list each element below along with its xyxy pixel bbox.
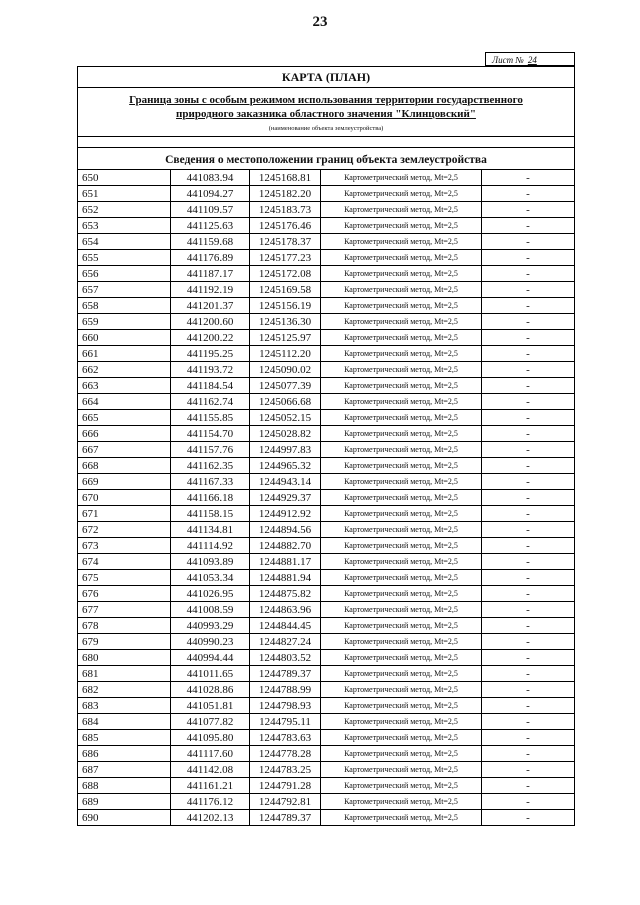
- point-number-cell: 651: [78, 186, 171, 202]
- point-number-cell: 672: [78, 522, 171, 538]
- method-cell: Картометрический метод, Мt=2,5: [321, 474, 482, 490]
- point-number-cell: 673: [78, 538, 171, 554]
- error-cell: -: [482, 746, 575, 762]
- table-row: [78, 474, 575, 490]
- table-row: [78, 618, 575, 634]
- header-spacer-row: [78, 137, 574, 148]
- document-header: [77, 66, 575, 171]
- table-row: [78, 218, 575, 234]
- point-number-cell: 671: [78, 506, 171, 522]
- y-coordinate-cell: 1244788.99: [250, 682, 321, 698]
- y-coordinate-cell: 1244791.28: [250, 778, 321, 794]
- x-coordinate-cell: 441083.94: [171, 170, 250, 186]
- error-cell: -: [482, 650, 575, 666]
- x-coordinate-cell: 441162.74: [171, 394, 250, 410]
- table-row: [78, 170, 575, 186]
- table-row: [78, 522, 575, 538]
- point-number-cell: 668: [78, 458, 171, 474]
- y-coordinate-cell: 1245090.02: [250, 362, 321, 378]
- table-row: [78, 490, 575, 506]
- x-coordinate-cell: 441093.89: [171, 554, 250, 570]
- point-number-cell: 654: [78, 234, 171, 250]
- table-row: [78, 810, 575, 826]
- method-cell: Картометрический метод, Мt=2,5: [321, 202, 482, 218]
- table-row: [78, 458, 575, 474]
- method-cell: Картометрический метод, Мt=2,5: [321, 794, 482, 810]
- x-coordinate-cell: 441011.65: [171, 666, 250, 682]
- x-coordinate-cell: 441114.92: [171, 538, 250, 554]
- y-coordinate-cell: 1244943.14: [250, 474, 321, 490]
- point-number-cell: 650: [78, 170, 171, 186]
- error-cell: -: [482, 410, 575, 426]
- table-row: [78, 666, 575, 682]
- method-cell: Картометрический метод, Мt=2,5: [321, 666, 482, 682]
- y-coordinate-cell: 1244798.93: [250, 698, 321, 714]
- point-number-cell: 659: [78, 314, 171, 330]
- x-coordinate-cell: 441187.17: [171, 266, 250, 282]
- point-number-cell: 689: [78, 794, 171, 810]
- point-number-cell: 679: [78, 634, 171, 650]
- x-coordinate-cell: 441166.18: [171, 490, 250, 506]
- error-cell: -: [482, 282, 575, 298]
- y-coordinate-cell: 1244863.96: [250, 602, 321, 618]
- error-cell: -: [482, 682, 575, 698]
- method-cell: Картометрический метод, Мt=2,5: [321, 442, 482, 458]
- error-cell: -: [482, 810, 575, 826]
- error-cell: -: [482, 602, 575, 618]
- table-row: [78, 266, 575, 282]
- method-cell: Картометрический метод, Мt=2,5: [321, 362, 482, 378]
- y-coordinate-cell: 1244875.82: [250, 586, 321, 602]
- error-cell: -: [482, 554, 575, 570]
- method-cell: Картометрический метод, Мt=2,5: [321, 378, 482, 394]
- point-number-cell: 665: [78, 410, 171, 426]
- y-coordinate-cell: 1244789.37: [250, 810, 321, 826]
- error-cell: -: [482, 234, 575, 250]
- point-number-cell: 662: [78, 362, 171, 378]
- table-row: [78, 186, 575, 202]
- x-coordinate-cell: 441117.60: [171, 746, 250, 762]
- y-coordinate-cell: 1244778.28: [250, 746, 321, 762]
- error-cell: -: [482, 218, 575, 234]
- error-cell: -: [482, 666, 575, 682]
- x-coordinate-cell: 441167.33: [171, 474, 250, 490]
- table-row: [78, 714, 575, 730]
- method-cell: Картометрический метод, Мt=2,5: [321, 298, 482, 314]
- table-row: [78, 394, 575, 410]
- point-number-cell: 661: [78, 346, 171, 362]
- y-coordinate-cell: 1245028.82: [250, 426, 321, 442]
- y-coordinate-cell: 1245178.37: [250, 234, 321, 250]
- error-cell: -: [482, 426, 575, 442]
- method-cell: Картометрический метод, Мt=2,5: [321, 650, 482, 666]
- error-cell: -: [482, 266, 575, 282]
- point-number-cell: 667: [78, 442, 171, 458]
- section-title: Сведения о местоположении границ объекта землеустройства: [165, 154, 487, 166]
- x-coordinate-cell: 441184.54: [171, 378, 250, 394]
- table-row: [78, 554, 575, 570]
- x-coordinate-cell: 441158.15: [171, 506, 250, 522]
- table-row: [78, 538, 575, 554]
- error-cell: -: [482, 298, 575, 314]
- method-cell: Картометрический метод, Мt=2,5: [321, 234, 482, 250]
- table-row: [78, 506, 575, 522]
- y-coordinate-cell: 1244844.45: [250, 618, 321, 634]
- method-cell: Картометрический метод, Мt=2,5: [321, 314, 482, 330]
- point-number-cell: 682: [78, 682, 171, 698]
- table-row: [78, 602, 575, 618]
- x-coordinate-cell: 441195.25: [171, 346, 250, 362]
- method-cell: Картометрический метод, Мt=2,5: [321, 266, 482, 282]
- error-cell: -: [482, 522, 575, 538]
- method-cell: Картометрический метод, Мt=2,5: [321, 458, 482, 474]
- y-coordinate-cell: 1245112.20: [250, 346, 321, 362]
- table-row: [78, 682, 575, 698]
- error-cell: -: [482, 394, 575, 410]
- error-cell: -: [482, 762, 575, 778]
- table-row: [78, 586, 575, 602]
- x-coordinate-cell: 441192.19: [171, 282, 250, 298]
- table-row: [78, 570, 575, 586]
- method-cell: Картометрический метод, Мt=2,5: [321, 698, 482, 714]
- x-coordinate-cell: 441077.82: [171, 714, 250, 730]
- table-row: [78, 698, 575, 714]
- y-coordinate-cell: 1245136.30: [250, 314, 321, 330]
- x-coordinate-cell: 440994.44: [171, 650, 250, 666]
- object-name-line-1: Граница зоны с особым режимом использования территории государственного: [129, 94, 523, 106]
- x-coordinate-cell: 441095.80: [171, 730, 250, 746]
- method-cell: Картометрический метод, Мt=2,5: [321, 602, 482, 618]
- y-coordinate-cell: 1245052.15: [250, 410, 321, 426]
- method-cell: Картометрический метод, Мt=2,5: [321, 410, 482, 426]
- point-number-cell: 677: [78, 602, 171, 618]
- error-cell: -: [482, 362, 575, 378]
- method-cell: Картометрический метод, Мt=2,5: [321, 282, 482, 298]
- object-name-caption: (наименование объекта землеустройства): [78, 124, 574, 137]
- point-number-cell: 658: [78, 298, 171, 314]
- method-cell: Картометрический метод, Мt=2,5: [321, 586, 482, 602]
- method-cell: Картометрический метод, Мt=2,5: [321, 554, 482, 570]
- x-coordinate-cell: 441161.21: [171, 778, 250, 794]
- point-number-cell: 656: [78, 266, 171, 282]
- y-coordinate-cell: 1245156.19: [250, 298, 321, 314]
- point-number-cell: 674: [78, 554, 171, 570]
- y-coordinate-cell: 1244882.70: [250, 538, 321, 554]
- method-cell: Картометрический метод, Мt=2,5: [321, 346, 482, 362]
- point-number-cell: 690: [78, 810, 171, 826]
- error-cell: -: [482, 506, 575, 522]
- table-row: [78, 794, 575, 810]
- x-coordinate-cell: 441051.81: [171, 698, 250, 714]
- y-coordinate-cell: 1245168.81: [250, 170, 321, 186]
- table-row: [78, 746, 575, 762]
- y-coordinate-cell: 1244783.63: [250, 730, 321, 746]
- y-coordinate-cell: 1244997.83: [250, 442, 321, 458]
- point-number-cell: 652: [78, 202, 171, 218]
- method-cell: Картометрический метод, Мt=2,5: [321, 426, 482, 442]
- x-coordinate-cell: 441134.81: [171, 522, 250, 538]
- point-number-cell: 675: [78, 570, 171, 586]
- x-coordinate-cell: 441193.72: [171, 362, 250, 378]
- x-coordinate-cell: 441125.63: [171, 218, 250, 234]
- table-row: [78, 778, 575, 794]
- x-coordinate-cell: 441202.13: [171, 810, 250, 826]
- point-number-cell: 670: [78, 490, 171, 506]
- error-cell: -: [482, 378, 575, 394]
- method-cell: Картометрический метод, Мt=2,5: [321, 538, 482, 554]
- table-row: [78, 282, 575, 298]
- point-number-cell: 660: [78, 330, 171, 346]
- table-row: [78, 650, 575, 666]
- error-cell: -: [482, 186, 575, 202]
- error-cell: -: [482, 314, 575, 330]
- y-coordinate-cell: 1244965.32: [250, 458, 321, 474]
- point-number-cell: 666: [78, 426, 171, 442]
- table-row: [78, 378, 575, 394]
- method-cell: Картометрический метод, Мt=2,5: [321, 186, 482, 202]
- object-name-line-2: природного заказника областного значения "Клинцовский": [176, 108, 476, 120]
- coordinates-table-body: [78, 170, 575, 826]
- y-coordinate-cell: 1244827.24: [250, 634, 321, 650]
- x-coordinate-cell: 441157.76: [171, 442, 250, 458]
- point-number-cell: 686: [78, 746, 171, 762]
- y-coordinate-cell: 1245177.23: [250, 250, 321, 266]
- y-coordinate-cell: 1245125.97: [250, 330, 321, 346]
- method-cell: Картометрический метод, Мt=2,5: [321, 506, 482, 522]
- error-cell: -: [482, 778, 575, 794]
- y-coordinate-cell: 1244792.81: [250, 794, 321, 810]
- sheet-label: Лист №: [492, 55, 524, 65]
- y-coordinate-cell: 1244783.25: [250, 762, 321, 778]
- method-cell: Картометрический метод, Мt=2,5: [321, 730, 482, 746]
- error-cell: -: [482, 570, 575, 586]
- table-row: [78, 634, 575, 650]
- table-row: [78, 362, 575, 378]
- table-row: [78, 410, 575, 426]
- method-cell: Картометрический метод, Мt=2,5: [321, 618, 482, 634]
- coordinates-table: [77, 169, 575, 826]
- x-coordinate-cell: 441109.57: [171, 202, 250, 218]
- method-cell: Картометрический метод, Мt=2,5: [321, 170, 482, 186]
- method-cell: Картометрический метод, Мt=2,5: [321, 218, 482, 234]
- point-number-cell: 663: [78, 378, 171, 394]
- point-number-cell: 669: [78, 474, 171, 490]
- point-number-cell: 680: [78, 650, 171, 666]
- x-coordinate-cell: 441176.12: [171, 794, 250, 810]
- method-cell: Картометрический метод, Мt=2,5: [321, 570, 482, 586]
- y-coordinate-cell: 1245077.39: [250, 378, 321, 394]
- y-coordinate-cell: 1244912.92: [250, 506, 321, 522]
- error-cell: -: [482, 714, 575, 730]
- point-number-cell: 688: [78, 778, 171, 794]
- map-title: КАРТА (ПЛАН): [78, 67, 574, 88]
- x-coordinate-cell: 441026.95: [171, 586, 250, 602]
- method-cell: Картометрический метод, Мt=2,5: [321, 762, 482, 778]
- point-number-cell: 653: [78, 218, 171, 234]
- error-cell: -: [482, 730, 575, 746]
- x-coordinate-cell: 441053.34: [171, 570, 250, 586]
- y-coordinate-cell: 1245183.73: [250, 202, 321, 218]
- table-row: [78, 298, 575, 314]
- sheet-number-box: [485, 52, 575, 66]
- method-cell: Картометрический метод, Мt=2,5: [321, 746, 482, 762]
- method-cell: Картометрический метод, Мt=2,5: [321, 714, 482, 730]
- table-row: [78, 442, 575, 458]
- method-cell: Картометрический метод, Мt=2,5: [321, 778, 482, 794]
- x-coordinate-cell: 441154.70: [171, 426, 250, 442]
- error-cell: -: [482, 794, 575, 810]
- error-cell: -: [482, 250, 575, 266]
- table-row: [78, 730, 575, 746]
- method-cell: Картометрический метод, Мt=2,5: [321, 490, 482, 506]
- x-coordinate-cell: 441162.35: [171, 458, 250, 474]
- error-cell: -: [482, 458, 575, 474]
- y-coordinate-cell: 1244894.56: [250, 522, 321, 538]
- method-cell: Картометрический метод, Мt=2,5: [321, 330, 482, 346]
- y-coordinate-cell: 1244929.37: [250, 490, 321, 506]
- point-number-cell: 681: [78, 666, 171, 682]
- x-coordinate-cell: 441008.59: [171, 602, 250, 618]
- y-coordinate-cell: 1245169.58: [250, 282, 321, 298]
- y-coordinate-cell: 1244881.94: [250, 570, 321, 586]
- error-cell: -: [482, 330, 575, 346]
- point-number-cell: 683: [78, 698, 171, 714]
- x-coordinate-cell: 440990.23: [171, 634, 250, 650]
- error-cell: -: [482, 202, 575, 218]
- y-coordinate-cell: 1244803.52: [250, 650, 321, 666]
- point-number-cell: 664: [78, 394, 171, 410]
- method-cell: Картометрический метод, Мt=2,5: [321, 810, 482, 826]
- table-row: [78, 762, 575, 778]
- y-coordinate-cell: 1244789.37: [250, 666, 321, 682]
- sheet-number: 24: [527, 55, 537, 65]
- x-coordinate-cell: 441201.37: [171, 298, 250, 314]
- error-cell: -: [482, 698, 575, 714]
- error-cell: -: [482, 170, 575, 186]
- x-coordinate-cell: 441176.89: [171, 250, 250, 266]
- error-cell: -: [482, 634, 575, 650]
- x-coordinate-cell: 441028.86: [171, 682, 250, 698]
- x-coordinate-cell: 441142.08: [171, 762, 250, 778]
- error-cell: -: [482, 442, 575, 458]
- y-coordinate-cell: 1245182.20: [250, 186, 321, 202]
- page-number: 23: [312, 14, 328, 30]
- point-number-cell: 676: [78, 586, 171, 602]
- method-cell: Картометрический метод, Мt=2,5: [321, 634, 482, 650]
- error-cell: -: [482, 490, 575, 506]
- y-coordinate-cell: 1245172.08: [250, 266, 321, 282]
- error-cell: -: [482, 586, 575, 602]
- error-cell: -: [482, 346, 575, 362]
- method-cell: Картометрический метод, Мt=2,5: [321, 682, 482, 698]
- object-name: [78, 88, 574, 124]
- y-coordinate-cell: 1244795.11: [250, 714, 321, 730]
- error-cell: -: [482, 474, 575, 490]
- x-coordinate-cell: 441159.68: [171, 234, 250, 250]
- point-number-cell: 685: [78, 730, 171, 746]
- x-coordinate-cell: 441094.27: [171, 186, 250, 202]
- method-cell: Картометрический метод, Мt=2,5: [321, 394, 482, 410]
- point-number-cell: 657: [78, 282, 171, 298]
- table-row: [78, 426, 575, 442]
- x-coordinate-cell: 441200.22: [171, 330, 250, 346]
- table-row: [78, 250, 575, 266]
- point-number-cell: 678: [78, 618, 171, 634]
- error-cell: -: [482, 618, 575, 634]
- table-row: [78, 346, 575, 362]
- method-cell: Картометрический метод, Мt=2,5: [321, 250, 482, 266]
- y-coordinate-cell: 1245066.68: [250, 394, 321, 410]
- table-row: [78, 314, 575, 330]
- x-coordinate-cell: 441200.60: [171, 314, 250, 330]
- point-number-cell: 687: [78, 762, 171, 778]
- table-row: [78, 330, 575, 346]
- table-row: [78, 202, 575, 218]
- x-coordinate-cell: 440993.29: [171, 618, 250, 634]
- method-cell: Картометрический метод, Мt=2,5: [321, 522, 482, 538]
- point-number-cell: 684: [78, 714, 171, 730]
- x-coordinate-cell: 441155.85: [171, 410, 250, 426]
- y-coordinate-cell: 1244881.17: [250, 554, 321, 570]
- y-coordinate-cell: 1245176.46: [250, 218, 321, 234]
- table-row: [78, 234, 575, 250]
- point-number-cell: 655: [78, 250, 171, 266]
- error-cell: -: [482, 538, 575, 554]
